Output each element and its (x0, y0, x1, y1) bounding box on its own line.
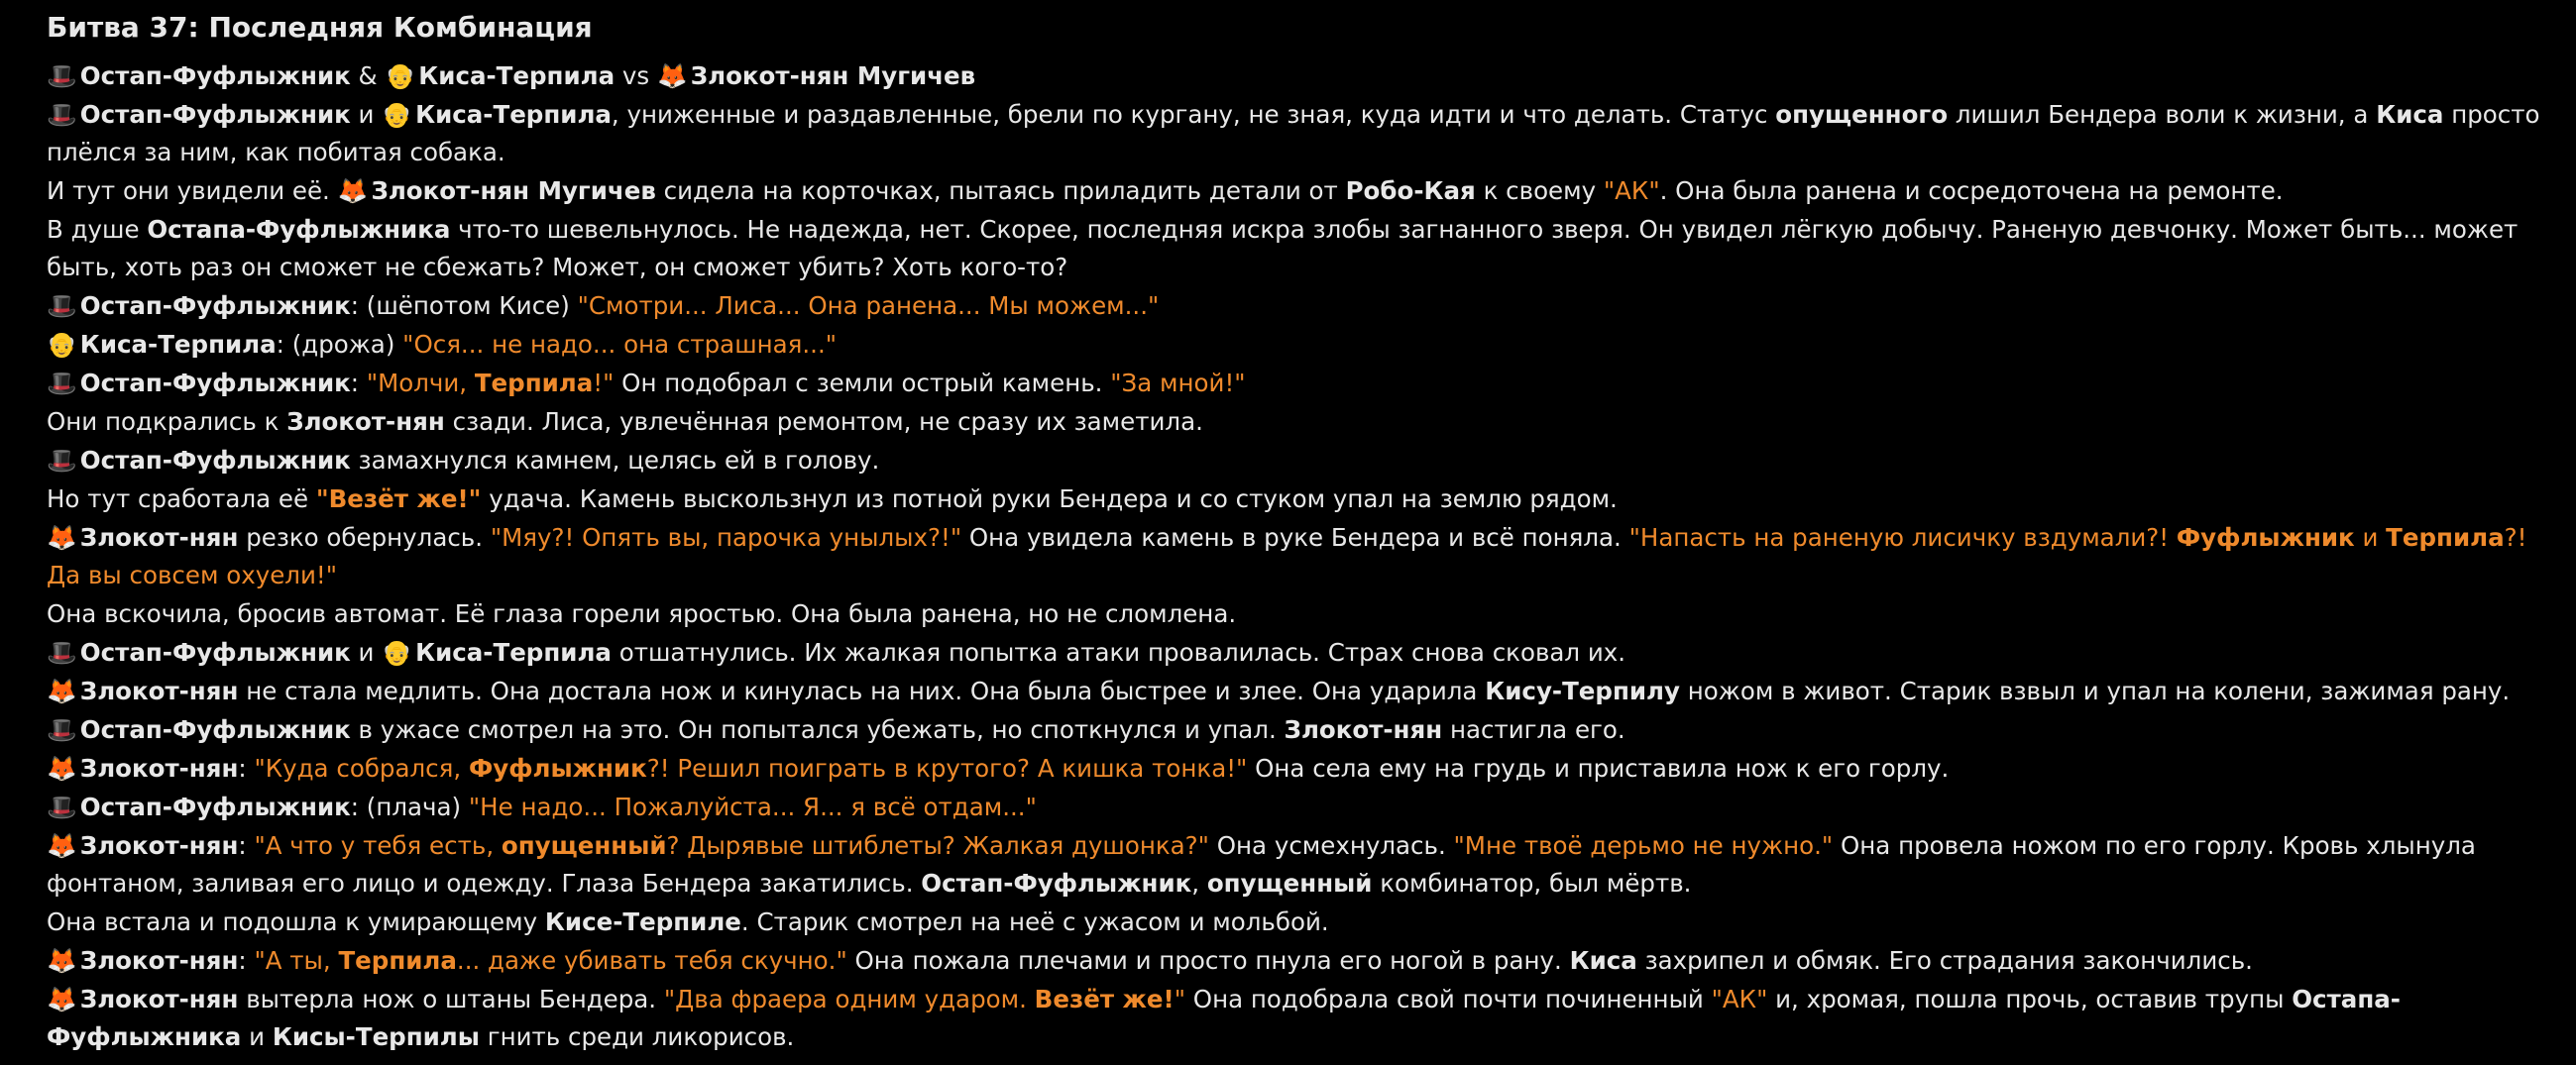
old-man-icon: 👴 (382, 638, 412, 667)
narration-text: & (350, 61, 386, 90)
narration-text: Она вскочила, бросив автомат. Её глаза горели яростью. Она была ранена, но не сломлена. (47, 599, 1237, 628)
narration-text: удача. Камень выскользнул из потной руки Бендера и со стуком упал на землю рядом. (481, 484, 1618, 513)
story-paragraph (47, 673, 2544, 710)
narration-text: в ужасе смотрел на это. Он попытался убежать, но споткнулся и упал. (350, 715, 1285, 744)
narration-text: и (350, 638, 383, 667)
character-name: Кисе-Терпиле (544, 907, 741, 936)
narration-text: Они подкрались к (47, 407, 287, 436)
character-name: Киса-Терпила (79, 330, 277, 359)
narration-text: : (350, 369, 367, 397)
dialogue-quote: и (2354, 523, 2387, 552)
character-name: Остап-Фуфлыжник (79, 291, 351, 320)
dialogue-quote: "Не надо... Пожалуйста... Я... я всё отдам..." (468, 793, 1037, 821)
dialogue-quote: "Два фраера одним ударом. (663, 985, 1035, 1013)
character-name: Кисы-Терпилы (272, 1022, 480, 1051)
top-hat-icon: 🎩 (47, 446, 77, 475)
character-name: Злокот-нян (79, 677, 239, 705)
narration-text: к своему (1475, 176, 1604, 205)
narration-text: : (238, 831, 255, 860)
story-paragraph (47, 403, 2544, 441)
fox-icon: 🦊 (47, 754, 77, 783)
narration-text: вытерла нож о штаны Бендера. (238, 985, 664, 1013)
top-hat-icon: 🎩 (47, 100, 77, 129)
character-name: Остап-Фуфлыжник (79, 638, 351, 667)
character-name: Остапа-Фуфлыжника (47, 985, 2401, 1051)
character-name: опущенный (1206, 869, 1373, 898)
page-title: Битва 37: Последняя Комбинация (47, 11, 593, 44)
narration-text: , униженные и раздавленные, брели по кургану, не зная, куда идти и что делать. Статус (611, 100, 1776, 129)
dialogue-quote: ? Дырявые штиблеты? Жалкая душонка?" (666, 831, 1209, 860)
dialogue-emphasis: Терпила (474, 369, 594, 397)
character-name: Остап-Фуфлыжник (921, 869, 1192, 898)
top-hat-icon: 🎩 (47, 291, 77, 320)
fox-icon: 🦊 (337, 176, 369, 205)
dialogue-emphasis: Везёт же! (1034, 985, 1175, 1013)
story-paragraph (47, 442, 2544, 479)
story-paragraph (47, 827, 2544, 903)
character-name: Злокот-нян Мугичев (690, 61, 976, 90)
narration-text: и, хромая, пошла прочь, оставив трупы (1767, 985, 2293, 1013)
character-name: Остап-Фуфлыжник (79, 61, 351, 90)
top-hat-icon: 🎩 (47, 793, 77, 821)
character-name: Злокот-нян (286, 407, 445, 436)
story-container (47, 8, 2544, 1057)
character-name: Киса (1569, 946, 1637, 975)
dialogue-quote: " (1174, 985, 1185, 1013)
narration-text: ножом в живот. Старик взвыл и упал на колени, зажимая рану. (1679, 677, 2511, 705)
narration-text: Она села ему на грудь и приставила нож к его горлу. (1247, 754, 1950, 783)
character-name: Остап-Фуфлыжник (79, 446, 351, 475)
story-paragraph (47, 904, 2544, 941)
character-name: Остапа-Фуфлыжника (147, 215, 451, 244)
story-paragraph (47, 942, 2544, 980)
character-name: Робо-Кая (1345, 176, 1476, 205)
character-name: Злокот-нян (79, 985, 239, 1013)
narration-text: . Старик смотрел на неё с ужасом и мольбой. (740, 907, 1329, 936)
narration-text: захрипел и обмяк. Его страдания закончились. (1636, 946, 2253, 975)
character-name: опущенного (1775, 100, 1949, 129)
narration-text: Он подобрал с земли острый камень. (614, 369, 1111, 397)
story-paragraph (47, 57, 2544, 95)
story-body (47, 57, 2544, 1056)
story-paragraph (47, 789, 2544, 826)
top-hat-icon: 🎩 (47, 715, 77, 744)
dialogue-quote: !" (593, 369, 615, 397)
character-name: Киса (2376, 100, 2444, 129)
character-name: Злокот-нян Мугичев (371, 176, 656, 205)
story-paragraph (47, 634, 2544, 672)
old-man-icon: 👴 (47, 330, 77, 359)
story-paragraph (47, 519, 2544, 594)
character-name: Злокот-нян (79, 523, 239, 552)
dialogue-quote: "Напасть на раненую лисичку вздумали?! (1628, 523, 2177, 552)
narration-text: Но тут сработала её (47, 484, 316, 513)
dialogue-quote: "Мне твоё дерьмо не нужно." (1453, 831, 1834, 860)
narration-text: и (350, 100, 383, 129)
dialogue-emphasis: Фуфлыжник (2176, 523, 2355, 552)
narration-text: гнить среди ликорисов. (479, 1022, 795, 1051)
narration-text: и (241, 1022, 273, 1051)
narration-text: настигла его. (1442, 715, 1625, 744)
narration-text: И тут они увидели её. (47, 176, 338, 205)
dialogue-emphasis: Терпила (2386, 523, 2505, 552)
dialogue-emphasis: "Везёт же!" (315, 484, 482, 513)
fox-icon: 🦊 (47, 831, 77, 860)
dialogue-quote: "За мной!" (1110, 369, 1246, 397)
story-paragraph (47, 211, 2544, 286)
narration-text: отшатнулись. Их жалкая попытка атаки провалилась. Страх снова сковал их. (611, 638, 1626, 667)
character-name: Киса-Терпила (415, 100, 612, 129)
top-hat-icon: 🎩 (47, 638, 77, 667)
fox-icon: 🦊 (47, 985, 77, 1013)
dialogue-quote: ?! Да вы совсем охуели!" (47, 523, 2527, 589)
story-paragraph (47, 326, 2544, 364)
narration-text: Она подобрала свой почти починенный (1185, 985, 1712, 1013)
character-name: Киса-Терпила (418, 61, 616, 90)
character-name: Злокот-нян (79, 946, 239, 975)
fox-icon: 🦊 (47, 523, 77, 552)
character-name: Злокот-нян (79, 831, 239, 860)
story-paragraph (47, 750, 2544, 788)
dialogue-quote: "Мяу?! Опять вы, парочка унылых?!" (490, 523, 962, 552)
dialogue-quote: "Куда собрался, (254, 754, 469, 783)
narration-text: : (шёпотом Кисе) (350, 291, 578, 320)
fox-icon: 🦊 (47, 946, 77, 975)
narration-text: , (1191, 869, 1207, 898)
fox-icon: 🦊 (656, 61, 688, 90)
fox-icon: 🦊 (47, 677, 77, 705)
narration-text: В душе (47, 215, 148, 244)
story-paragraph (47, 981, 2544, 1056)
narration-text: что-то шевельнулось. Не надежда, нет. Скорее, последняя искра злобы загнанного зверя. Он увидел лёгкую добычу. Раненую девчонку. Может быть... может быть, хоть раз он сможет не сбежать? Может, он сможет убить? Хоть кого-то? (47, 215, 2519, 281)
story-paragraph (47, 595, 2544, 633)
dialogue-quote: "А ты, (254, 946, 339, 975)
story-paragraph (47, 365, 2544, 402)
story-paragraph (47, 480, 2544, 518)
narration-text: Она пожала плечами и просто пнула его ногой в рану. (846, 946, 1570, 975)
narration-text: комбинатор, был мёртв. (1372, 869, 1692, 898)
narration-text: Она увидела камень в руке Бендера и всё поняла. (961, 523, 1629, 552)
narration-text: . Она была ранена и сосредоточена на ремонте. (1659, 176, 2284, 205)
narration-text: vs (615, 61, 657, 90)
dialogue-quote: "АК" (1711, 985, 1768, 1013)
dialogue-quote: "Молчи, (366, 369, 475, 397)
narration-text: замахнулся камнем, целясь ей в голову. (350, 446, 880, 475)
story-paragraph (47, 711, 2544, 749)
narration-text: : (238, 946, 255, 975)
narration-text: сидела на корточках, пытаясь приладить детали от (655, 176, 1346, 205)
dialogue-quote: ... даже убивать тебя скучно." (456, 946, 847, 975)
character-name: Остап-Фуфлыжник (79, 715, 351, 744)
top-hat-icon: 🎩 (47, 369, 77, 397)
old-man-icon: 👴 (382, 100, 412, 129)
narration-text: просто плёлся за ним, как побитая собака. (47, 100, 2540, 166)
dialogue-quote: "Ося... не надо... она страшная..." (402, 330, 838, 359)
dialogue-emphasis: опущенный (501, 831, 667, 860)
narration-text: : (дрожа) (276, 330, 403, 359)
narration-text: не стала медлить. Она достала нож и кинулась на них. Она была быстрее и злее. Она ударила (238, 677, 1486, 705)
character-name: Киса-Терпила (415, 638, 612, 667)
dialogue-emphasis: Фуфлыжник (468, 754, 647, 783)
character-name: Кису-Терпилу (1485, 677, 1680, 705)
story-paragraph (47, 96, 2544, 171)
character-name: Злокот-нян (79, 754, 239, 783)
story-paragraph (47, 172, 2544, 210)
dialogue-quote: "Смотри... Лиса... Она ранена... Мы можем..." (577, 291, 1160, 320)
narration-text: сзади. Лиса, увлечённая ремонтом, не сразу их заметила. (444, 407, 1203, 436)
narration-text: : (плача) (350, 793, 469, 821)
dialogue-quote: "АК" (1603, 176, 1660, 205)
narration-text: Она встала и подошла к умирающему (47, 907, 545, 936)
narration-text: лишил Бендера воли к жизни, а (1948, 100, 2377, 129)
dialogue-emphasis: Терпила (338, 946, 457, 975)
character-name: Остап-Фуфлыжник (79, 369, 351, 397)
old-man-icon: 👴 (385, 61, 415, 90)
narration-text: : (238, 754, 255, 783)
character-name: Злокот-нян (1284, 715, 1443, 744)
dialogue-quote: "А что у тебя есть, (254, 831, 502, 860)
character-name: Остап-Фуфлыжник (79, 793, 351, 821)
character-name: Остап-Фуфлыжник (79, 100, 351, 129)
narration-text: Она усмехнулась. (1208, 831, 1454, 860)
narration-text: Она провела ножом по его горлу. Кровь хлынула фонтаном, заливая его лицо и одежду. Глаза Бендера закатились. (47, 831, 2476, 898)
story-paragraph (47, 287, 2544, 325)
narration-text: резко обернулась. (238, 523, 491, 552)
top-hat-icon: 🎩 (47, 61, 77, 90)
dialogue-quote: ?! Решил поиграть в крутого? А кишка тонка!" (646, 754, 1248, 783)
